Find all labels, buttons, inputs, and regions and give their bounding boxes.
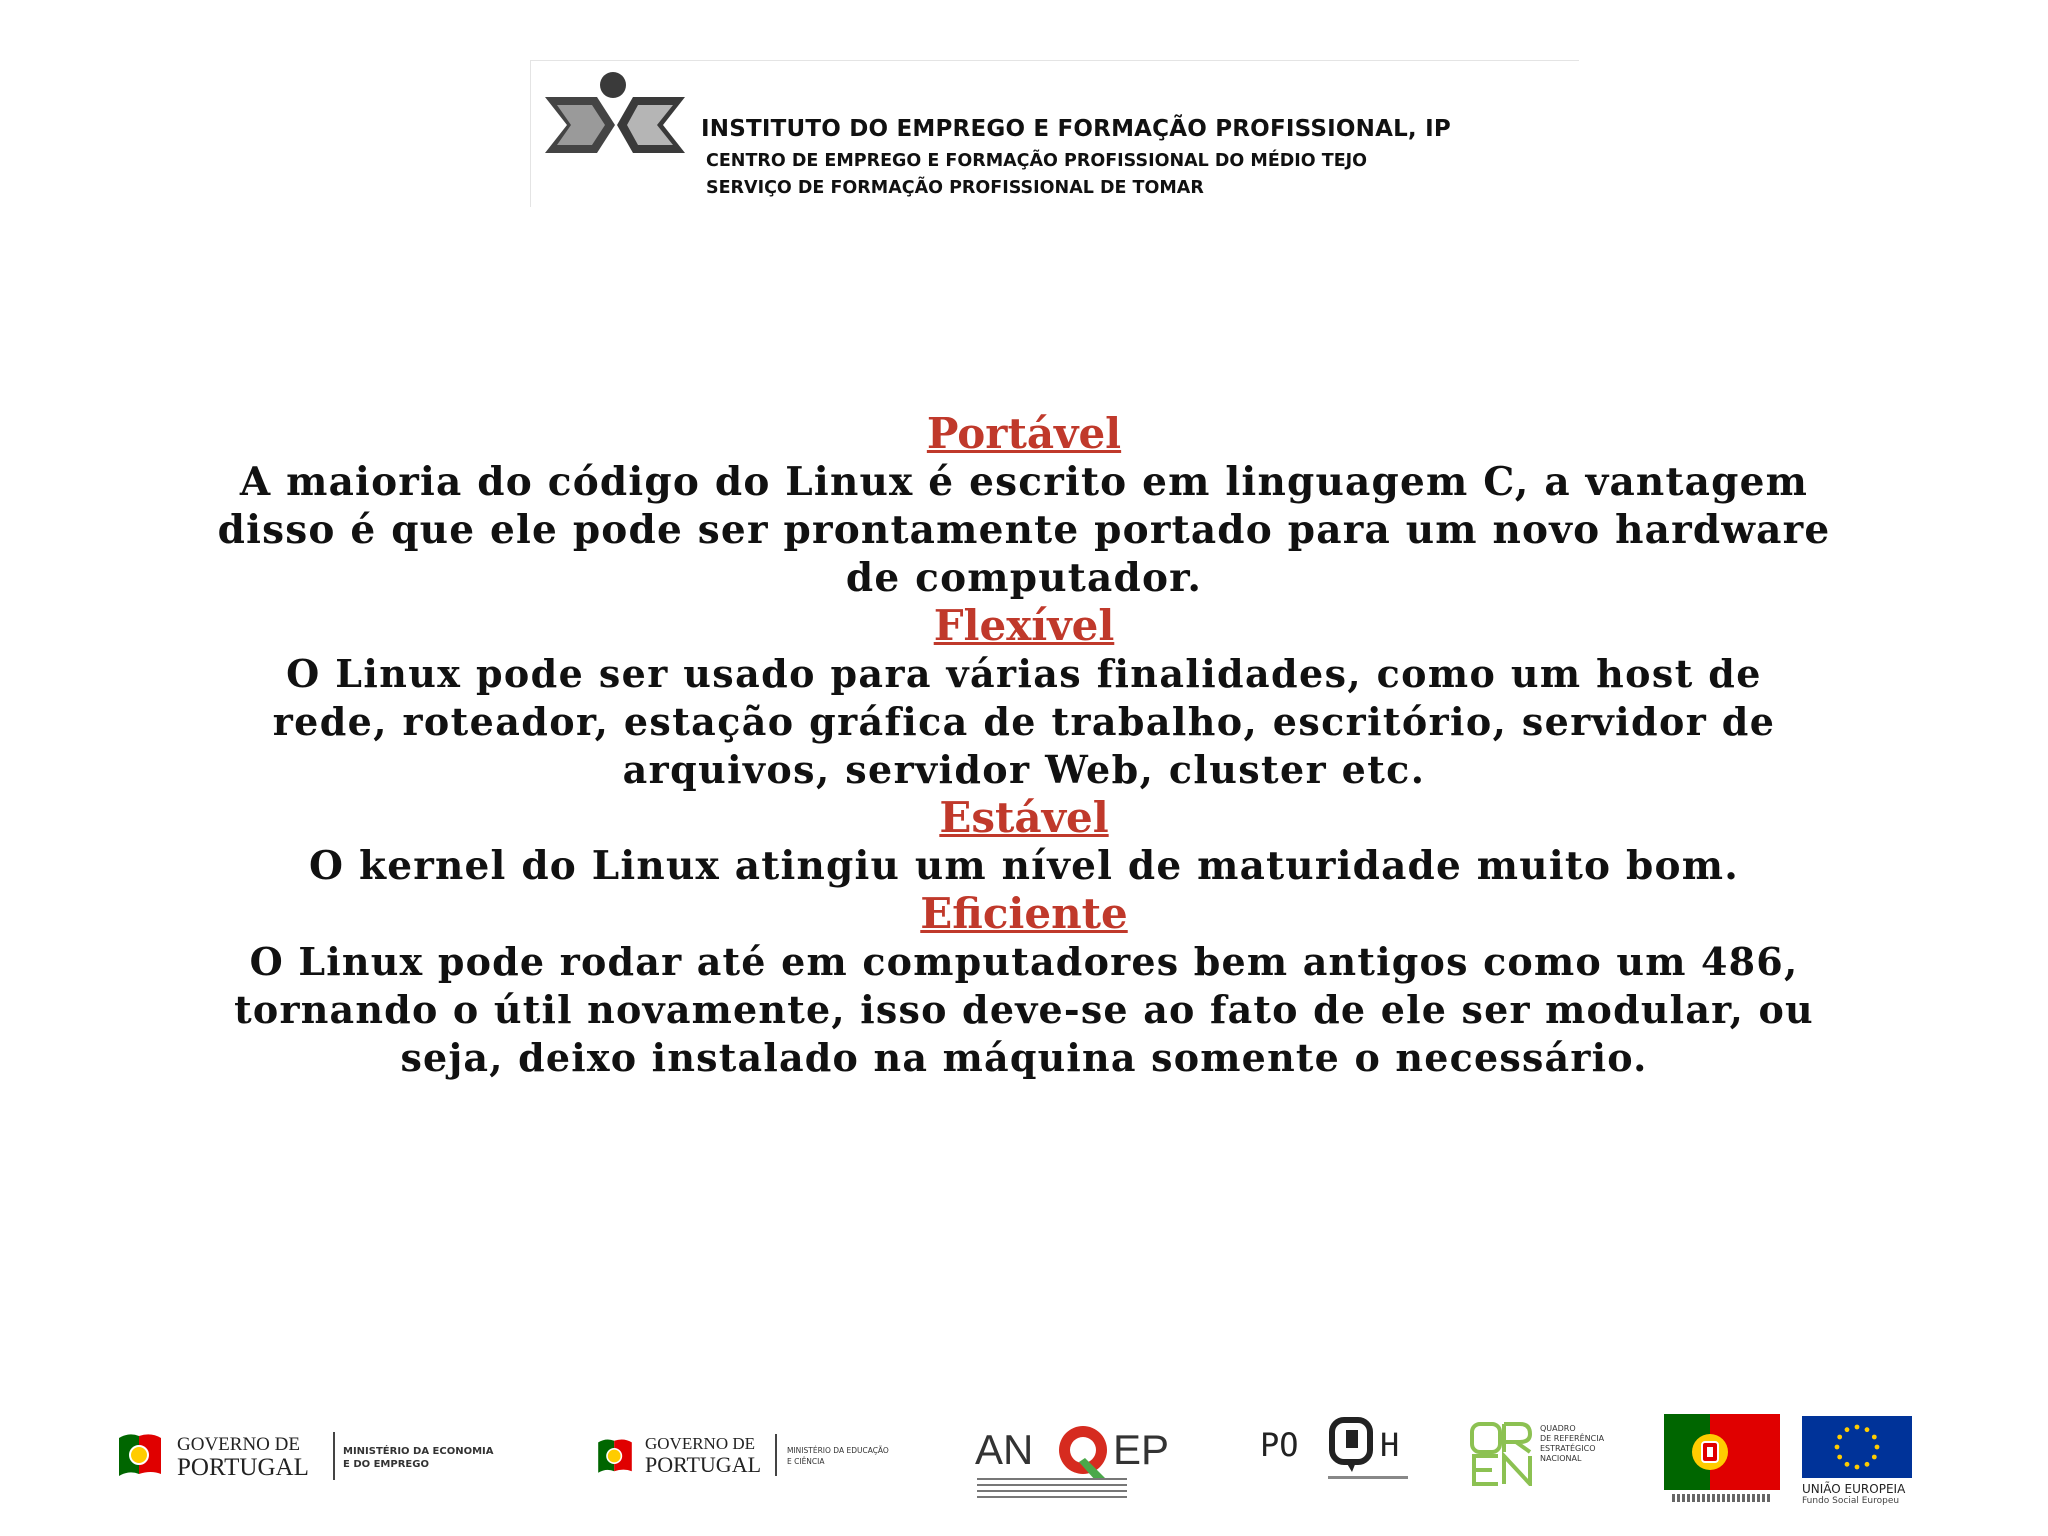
institution-header — [530, 60, 1579, 207]
portugal-flag-logo — [1664, 1414, 1780, 1504]
anqep-name-left: AN — [975, 1426, 1034, 1473]
qren-line3: ESTRATÉGICO — [1540, 1444, 1596, 1453]
divider — [775, 1434, 777, 1476]
poph-p-bubble-icon — [1326, 1416, 1376, 1474]
paragraph-line: arquivos, servidor Web, cluster etc. — [622, 747, 1426, 792]
paragraph-flexivel — [120, 650, 1928, 794]
paragraph-line: O Linux pode rodar até em computadores bem antigos como um 486, — [249, 939, 1799, 984]
slide-content — [120, 410, 1928, 1082]
divider — [333, 1432, 335, 1480]
eu-star-icon — [1855, 1425, 1860, 1430]
eu-star-icon — [1845, 1427, 1850, 1432]
eu-star-icon — [1837, 1435, 1842, 1440]
heading-portavel: Portável — [926, 409, 1122, 458]
eu-line2: Fundo Social Europeu — [1802, 1496, 1900, 1506]
paragraph-portavel — [120, 458, 1928, 602]
eu-star-icon — [1837, 1455, 1842, 1460]
poph-name-right: H — [1380, 1426, 1400, 1464]
gov-line2: PORTUGAL — [645, 1452, 762, 1477]
qren-line4: NACIONAL — [1540, 1454, 1582, 1463]
eu-star-icon — [1865, 1427, 1870, 1432]
portugal-flag-icon — [1664, 1414, 1780, 1490]
paragraph-line: seja, deixo instalado na máquina somente o necessário. — [400, 1035, 1648, 1080]
qren-line1: QUADRO — [1540, 1424, 1576, 1433]
paragraph-line: de computador. — [845, 555, 1203, 601]
flag-caption-lines — [1672, 1494, 1772, 1502]
eu-logo — [1802, 1416, 1952, 1526]
institute-name: INSTITUTO DO EMPREGO E FORMAÇÃO PROFISSIONAL, IP — [701, 116, 1451, 142]
gov-portugal-education-logo — [595, 1426, 925, 1496]
paragraph-line: A maioria do código do Linux é escrito em linguagem C, a vantagem — [239, 459, 1809, 505]
qren-logo — [1470, 1418, 1640, 1498]
center-name: CENTRO DE EMPREGO E FORMAÇÃO PROFISSIONAL DO MÉDIO TEJO — [706, 151, 1368, 171]
iefp-logo-icon — [537, 65, 687, 165]
gov-portugal-economy-logo — [115, 1422, 535, 1502]
eu-star-icon — [1845, 1462, 1850, 1467]
portugal-emblem-icon — [115, 1430, 165, 1480]
paragraph-line: O Linux pode ser usado para várias finalidades, como um host de — [286, 651, 1762, 696]
paragraph-line: disso é que ele pode ser prontamente portado para um novo hardware — [217, 507, 1831, 553]
anqep-subtitle-lines — [977, 1478, 1127, 1500]
eu-flag-icon — [1802, 1416, 1912, 1478]
eu-line1: UNIÃO EUROPEIA — [1802, 1482, 1906, 1496]
qren-line2: DE REFERÊNCIA — [1540, 1434, 1605, 1443]
anqep-logo — [975, 1416, 1195, 1506]
anqep-name-right: EP — [1113, 1426, 1170, 1473]
poph-subtitle-line — [1328, 1476, 1408, 1479]
anqep-q-icon — [1055, 1422, 1111, 1482]
eu-star-icon — [1872, 1435, 1877, 1440]
paragraph-line: tornando o útil novamente, isso deve-se ao fato de ele ser modular, ou — [234, 987, 1814, 1032]
gov-line1: GOVERNO DE — [645, 1434, 756, 1453]
eu-star-icon — [1865, 1462, 1870, 1467]
qren-letters-icon — [1470, 1422, 1534, 1486]
heading-estavel: Estável — [939, 793, 1109, 842]
poph-logo — [1260, 1414, 1420, 1494]
eu-star-icon — [1875, 1445, 1880, 1450]
gov-line2: PORTUGAL — [177, 1454, 309, 1481]
sponsor-logos — [0, 1400, 2048, 1536]
eu-star-icon — [1855, 1465, 1860, 1470]
ministry-line1: MINISTÉRIO DA EDUCAÇÃO — [787, 1446, 889, 1455]
paragraph-estavel — [120, 842, 1928, 890]
ministry-line2: E CIÊNCIA — [787, 1457, 825, 1466]
heading-flexivel: Flexível — [933, 601, 1115, 650]
paragraph-line: O kernel do Linux atingiu um nível de maturidade muito bom. — [309, 843, 1739, 889]
gov-line1: GOVERNO DE — [177, 1434, 300, 1455]
paragraph-line: rede, roteador, estação gráfica de trabalho, escritório, servidor de — [272, 699, 1776, 744]
eu-star-icon — [1872, 1455, 1877, 1460]
ministry-line2: E DO EMPREGO — [343, 1459, 429, 1470]
ministry-line1: MINISTÉRIO DA ECONOMIA — [343, 1446, 494, 1457]
eu-star-icon — [1835, 1445, 1840, 1450]
paragraph-eficiente — [120, 938, 1928, 1082]
poph-name-left: PO — [1260, 1426, 1299, 1464]
service-name: SERVIÇO DE FORMAÇÃO PROFISSIONAL DE TOMAR — [706, 178, 1204, 198]
heading-eficiente: Eficiente — [920, 889, 1128, 938]
portugal-emblem-icon — [595, 1434, 635, 1478]
